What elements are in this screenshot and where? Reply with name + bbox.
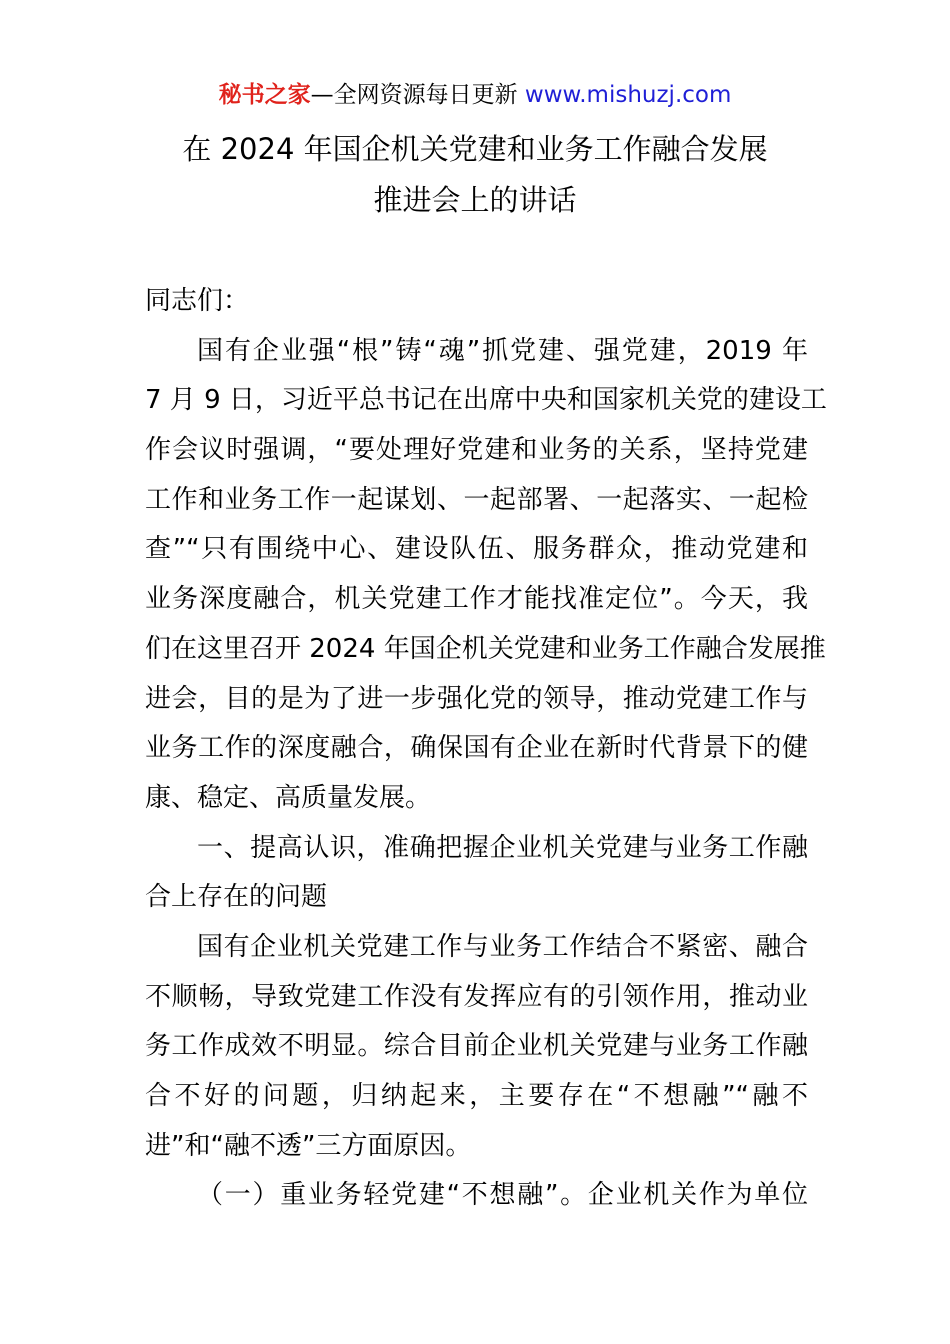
salutation: 同志们：: [145, 286, 250, 316]
body-line: 业务深度融合，机关党建工作才能找准定位”。今天，我: [145, 584, 808, 615]
section-heading-line: 合上存在的问题: [145, 882, 328, 913]
site-header: [0, 80, 950, 110]
site-brand: 秘书之家: [218, 82, 311, 108]
section-heading-line: 一、提高认识，准确把握企业机关党建与业务工作融: [197, 832, 808, 863]
body-line: 查”“只有围绕中心、建设队伍、服务群众，推动党建和: [145, 534, 808, 565]
subsection-line: （一）重业务轻党建“不想融”。企业机关作为单位: [197, 1180, 808, 1211]
site-url-link[interactable]: www.mishuzj.com: [524, 82, 732, 108]
body-line: 合不好的问题，归纳起来，主要存在“不想融”“融不: [145, 1081, 808, 1111]
body-line: 工作和业务工作一起谋划、一起部署、一起落实、一起检: [145, 484, 808, 515]
body-line: 不顺畅，导致党建工作没有发挥应有的引领作用，推动业: [145, 981, 808, 1012]
document-title: [0, 128, 950, 230]
title-line-2: 推进会上的讲话: [373, 183, 577, 217]
body-line: 业务工作的深度融合，确保国有企业在新时代背景下的健: [145, 733, 808, 764]
document-body: [145, 277, 827, 1221]
body-line: 国有企业机关党建工作与业务工作结合不紧密、融合: [197, 931, 808, 962]
body-line: 们在这里召开 2024 年国企机关党建和业务工作融合发展推: [145, 633, 826, 664]
site-slogan: —全网资源每日更新: [310, 82, 525, 108]
title-line-1: 在 2024 年国企机关党建和业务工作融合发展: [182, 132, 768, 166]
body-line: 康、稳定、高质量发展。: [145, 782, 432, 813]
body-line: 国有企业强“根”铸“魂”抓党建、强党建，2019 年: [197, 335, 808, 366]
body-line: 务工作成效不明显。综合目前企业机关党建与业务工作融: [145, 1031, 808, 1062]
body-line: 进会，目的是为了进一步强化党的领导，推动党建工作与: [145, 683, 808, 714]
body-line: 作会议时强调，“要处理好党建和业务的关系，坚持党建: [145, 435, 808, 466]
body-line: 7 月 9 日，习近平总书记在出席中央和国家机关党的建设工: [145, 385, 827, 416]
body-line: 进”和“融不透”三方面原因。: [145, 1130, 472, 1161]
